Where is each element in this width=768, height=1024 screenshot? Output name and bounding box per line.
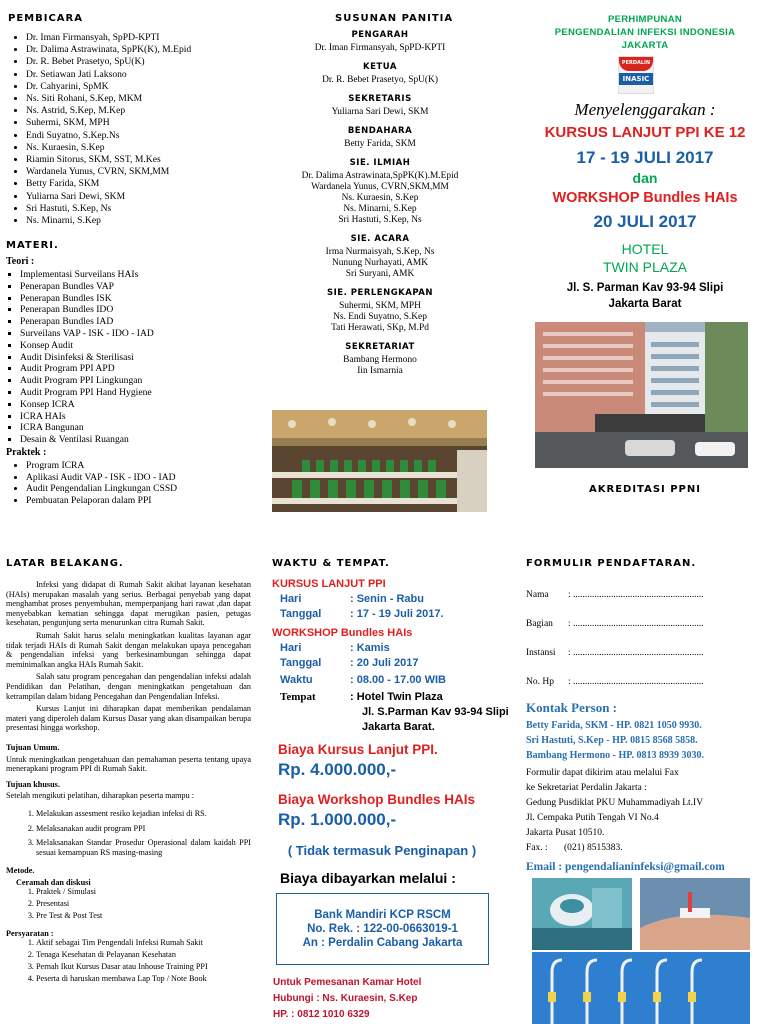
kirim-list [526,766,766,841]
panitia-member: Nunung Nurhayati, AMK [331,258,429,268]
metode-sub: Ceramah dan diskusi [16,877,91,887]
panitia-group-title: BENDAHARA [347,126,413,136]
list-item: 4. Peserta di haruskan membawa Lap Top / Note Book [36,974,251,984]
address-line: Jl. Cempaka Putih Tengah VI No.4 [526,813,659,823]
dan-text: dan [632,170,658,186]
list-item: 1. Aktif sebagai Tim Pengendali Infeksi Rumah Sakit [36,938,251,948]
list-item: • Riamin Sitorus, SKM, SST, M.Kes [26,154,276,166]
pembicara-list [0,32,276,227]
list-item: ▪ Konsep Audit [20,340,280,352]
list-item: • Yuliarna Sari Dewi, SKM [26,191,276,203]
form-field-row[interactable] [526,619,766,648]
kursus-title: KURSUS LANJUT PPI KE 12 [544,124,746,141]
tujuan-khusus-label: Tujuan khusus. [6,779,60,789]
kontak-person: Sri Hastuti, S.Kep - HP. 0815 8568 5858. [526,735,698,746]
list-item: 3. Pre Test & Post Test [36,911,251,921]
list-item: ▪ Penerapan Bundles VAP [20,281,280,293]
teori-label: Teori : [6,256,35,267]
kamar-line-3: HP. : 0812 1010 6329 [273,1009,370,1020]
hari-label: Hari [280,593,302,605]
hand-iv-photo [640,878,750,950]
list-item: • Ns. Minarni, S.Kep [26,215,276,227]
tempat-line-1: : Hotel Twin Plaza [350,691,443,703]
form-field-input[interactable]: : ....................................................... [568,619,704,629]
address-line-1: Jl. S. Parman Kav 93-94 Slipi [566,282,724,294]
seminar-room-photo [272,410,487,512]
list-item: • Aplikasi Audit VAP - ISK - IDO - IAD [26,472,286,484]
panitia-group-title: SIE. ACARA [350,234,410,244]
list-item: • Suhermi, SKM, MPH [26,117,276,129]
tempat-line-3: Jakarta Barat. [362,721,435,733]
list-item: ▪ Konsep ICRA [20,399,280,411]
pembicara-heading: PEMBICARA [8,13,83,24]
list-item: 1. Melakukan assesment resiko kejadian infeksi di RS. [36,809,251,819]
list-item: 3. Pernah Ikut Kursus Dasar atau Inhouse Training PPI [36,962,251,972]
list-item: • Sri Hastuti, S.Kep, Ns [26,203,276,215]
tempat-label: Tempat [280,691,316,703]
kontak-list [526,718,766,763]
list-item: 1. Praktek / Simulasi [36,887,251,897]
address-line: Gedung Pusdiklat PKU Muhammadiyah Lt.IV [526,798,704,808]
tujuan-umum-label: Tujuan Umum. [6,742,60,752]
address-line-2: Jakarta Barat [608,298,682,310]
syarat-list [6,938,251,983]
list-item: ▪ Penerapan Bundles IDO [20,304,280,316]
panitia-member: Dr. Iman Firmansyah, SpPD-KPTI [314,43,446,53]
list-item: • Ns. Siti Rohani, S.Kep, MKM [26,93,276,105]
workshop-date: 20 JULI 2017 [593,212,697,231]
form-fields [526,590,766,706]
workshop-label: WORKSHOP Bundles HAIs [272,627,413,639]
list-item: ▪ Desain & Ventilasi Ruangan [20,434,280,446]
list-item: 2. Melaksanakan audit program PPI [36,824,251,834]
catheter-photo [532,952,750,1024]
tujuan-umum-text: Untuk meningkatkan pengetahuan dan pemahaman peserta tentang upaya menerapkani program PPI di Rumah Sakit. [6,754,251,774]
panitia-member: Wardanela Yunus, CVRN,SKM,MM [311,182,449,192]
tujuan-khusus-list [6,809,251,858]
org-line-1: PERHIMPUNAN [607,14,683,25]
panitia-member: Suhermi, SKM, MPH [339,301,421,311]
kamar-line-1: Untuk Pemesanan Kamar Hotel [273,977,422,988]
bank-line-3: An : Perdalin Cabang Jakarta [302,937,463,949]
org-line-2: PENGENDALIAN INFEKSI INDONESIA [554,27,736,38]
latar-paragraph-2: Rumah Sakit harus selalu meningkatkan kualitas layanan agar tidak terjadi HAIs di Rumah Sakit dengan melakukan upaya pencegahan & pengendalian infeksi yang berkesinambungan sehingga dapat meminimalkan angka HAIs Rumah Sakit. [6,630,251,669]
tanggal-label: Tanggal [280,608,322,620]
surgery-photo [532,878,632,950]
form-field-row[interactable] [526,648,766,677]
materi-heading: MATERI. [6,240,59,251]
fax-number: (021) 8515383. [564,843,623,853]
address-line: ke Sekretariat Perdalin Jakarta : [526,783,647,793]
ws-hari: : Kamis [350,642,390,654]
kursus-label: KURSUS LANJUT PPI [272,578,386,590]
org-line-3: JAKARTA [621,40,669,51]
list-item: ▪ ICRA Bangunan [20,422,280,434]
teori-list [0,269,280,446]
metode-list [6,887,251,920]
kontak-label: Kontak Person : [526,700,617,715]
logo-top-text: PERDALIN [619,57,653,71]
panitia-member: Sri Hastuti, S.Kep, Ns [338,215,422,225]
panitia-group-title: SIE. PERLENGKAPAN [327,288,433,298]
panitia-group-title: SEKRETARIAT [345,342,415,352]
ws-tanggal: : 20 Juli 2017 [350,657,419,669]
panitia-group-title: KETUA [363,62,397,72]
list-item: • Ns. Kuraesin, S.Kep [26,142,276,154]
list-item: • Endi Suyatno, S.Kep.Ns [26,130,276,142]
logo-main-text: INASIC [619,73,653,85]
biaya-kursus: Rp. 4.000.000,- [278,760,397,779]
latar-paragraph-1: Infeksi yang didapat di Rumah Sakit akibat layanan kesehatan (HAIs) merupakan masalah yang serius. Berbagai penyebab yang dapat menghambat proses penyembuhan, memperpanjang hari rawat ,dan dapat menyebabkan kematian sehingga dapat merugikan pasien, petugas kesehatan, pengunjung serta menurunkan citra Rumah Sakit. [6,580,251,628]
waktu-label: Waktu [280,674,313,686]
form-field-label: Nama [526,590,549,600]
kontak-person: Bambang Hermono - HP. 0813 8939 3030. [526,750,704,761]
biaya-kursus-label: Biaya Kursus Lanjut PPI. [278,742,438,757]
form-field-input[interactable]: : ....................................................... [568,590,704,600]
list-item: • Dr. Dalima Astrawinata, SpPK(K), M.Epid [26,44,276,56]
form-field-label: Instansi [526,648,556,658]
panitia-member: Ns. Minarni, S.Kep [343,204,417,214]
kontak-person: Betty Farida, SKM - HP. 0821 1050 9930. [526,720,702,731]
kursus-tanggal: : 17 - 19 Juli 2017. [350,608,444,620]
panitia-member: Bambang Hermono [343,355,417,365]
workshop-title: WORKSHOP Bundles HAIs [552,190,738,206]
bank-line-2: No. Rek. : 122-00-0663019-1 [307,923,458,935]
list-item: ▪ Audit Program PPI Lingkungan [20,375,280,387]
ws-tanggal-label: Tanggal [280,657,322,669]
panitia-member: Iin Ismarnia [357,366,403,376]
tujuan-khusus-intro: Setelah mengikuti pelatihan, diharapkan peserta mampu : [6,791,195,801]
address-line: Formulir dapat dikirim atau melalui Fax [526,768,679,778]
list-item: • Ns. Astrid, S.Kep, M.Kep [26,105,276,117]
form-field-label: Bagian [526,619,553,629]
form-field-input[interactable]: : ....................................................... [568,677,704,687]
hotel-line-1: HOTEL [621,241,669,257]
list-item: • Dr. Iman Firmansyah, SpPD-KPTI [26,32,276,44]
list-item: ▪ Audit Program PPI Hand Hygiene [20,387,280,399]
email[interactable]: Email : pengendalianinfeksi@gmail.com [526,861,725,873]
akreditasi: AKREDITASI PPNI [589,484,701,495]
panitia-member: Tati Herawati, SKp, M.Pd [331,323,429,333]
fax-label: Fax. : [526,843,548,853]
list-item: ▪ Penerapan Bundles IAD [20,316,280,328]
hotel-line-2: TWIN PLAZA [602,259,687,275]
panitia-member: Betty Farida, SKM [344,139,416,149]
list-item: • Wardanela Yunus, CVRN, SKM,MM [26,166,276,178]
panitia-member: Sri Suryani, AMK [345,269,415,279]
latar-paragraph-3: Salah satu program pencegahan dan pengendalian infeksi adalah Pendidikan dan Pelatihan, dengan meningkatkan pengetahuan dan ketrampilan dalam bidang Pencegahan dan Pengendalian Infeksi. [6,672,251,701]
formulir-heading: FORMULIR PENDAFTARAN. [526,558,697,569]
list-item: • Program ICRA [26,460,286,472]
kursus-hari: : Senin - Rabu [350,593,424,605]
list-item: ▪ Audit Disinfeksi & Sterilisasi [20,352,280,364]
dibayarkan: Biaya dibayarkan melalui : [280,870,456,886]
panitia-member: Ns. Kuraesin, S.Kep [341,193,419,203]
kursus-date: 17 - 19 JULI 2017 [576,148,714,167]
bank-line-1: Bank Mandiri KCP RSCM [314,909,451,921]
panitia-member: Irma Nurmaisyah, S.Kep, Ns [325,247,435,257]
list-item: • Dr. Setiawan Jati Laksono [26,69,276,81]
list-item: • Dr. Cahyarini, SpMK [26,81,276,93]
list-item: ▪ Surveilans VAP - ISK - IDO - IAD [20,328,280,340]
metode-label: Metode. [6,866,35,876]
waktu-heading: WAKTU & TEMPAT. [272,558,390,569]
list-item: • Pembuatan Pelaporan dalam PPI [26,495,286,507]
praktek-label: Praktek : [6,447,47,458]
form-field-input[interactable]: : ....................................................... [568,648,704,658]
menyelenggarakan: Menyelenggarakan : [574,100,716,119]
list-item: 2. Presentasi [36,899,251,909]
panitia-member: Dr. R. Bebet Prasetyo, SpU(K) [322,75,438,85]
panitia-group-title: SIE. ILMIAH [349,158,411,168]
panitia-member: Ns. Endi Suyatno, S.Kep [333,312,427,322]
bank-box [276,893,489,965]
list-item: 3. Melaksanakan Standar Prosedur Operasional dalam kaidah PPI sesuai kemampuan RS masing-masing [36,838,251,858]
praktek-list [0,460,286,506]
panitia-member: Dr. Dalima Astrawinata,SpPK(K).M.Epid [301,171,459,181]
form-field-label: No. Hp [526,677,554,687]
latar-heading: LATAR BELAKANG. [6,558,124,569]
latar-paragraph-4: Kursus Lanjut ini diharapkan dapat memberikan pendalaman materi yang diperoleh dalam Kursus Dasar yang akan disampaikan berupa presentasi hingga workshop. [6,704,251,733]
hotel-photo [535,322,748,468]
biaya-workshop-label: Biaya Workshop Bundles HAIs [278,792,476,807]
biaya-workshop: Rp. 1.000.000,- [278,810,397,829]
list-item: ▪ Penerapan Bundles ISK [20,293,280,305]
perdalin-logo [618,56,654,94]
panitia-groups [285,30,475,377]
form-field-row[interactable] [526,590,766,619]
panitia-group-title: SEKRETARIS [348,94,412,104]
list-item: ▪ Implementasi Surveilans HAIs [20,269,280,281]
kamar-line-2: Hubungi : Ns. Kuraesin, S.Kep [273,993,418,1004]
tempat-line-2: Jl. S.Parman Kav 93-94 Slipi [362,706,509,718]
list-item: ▪ ICRA HAIs [20,411,280,423]
address-line: Jakarta Pusat 10510. [526,828,605,838]
list-item: • Audit Pengendalian Lingkungan CSSD [26,483,286,495]
panitia-heading: SUSUNAN PANITIA [335,13,454,24]
list-item: ▪ Audit Program PPI APD [20,363,280,375]
panitia-member: Yuliarna Sari Dewi, SKM [331,107,429,117]
ws-hari-label: Hari [280,642,302,654]
waktu-value: : 08.00 - 17.00 WIB [350,674,446,686]
tidak-termasuk: ( Tidak termasuk Penginapan ) [287,843,477,858]
list-item: 2. Tenaga Kesehatan di Pelayanan Kesehatan [36,950,251,960]
panitia-group-title: PENGARAH [351,30,409,40]
list-item: • Dr. R. Bebet Prasetyo, SpU(K) [26,56,276,68]
list-item: • Betty Farida, SKM [26,178,276,190]
syarat-label: Persyaratan : [6,928,54,938]
